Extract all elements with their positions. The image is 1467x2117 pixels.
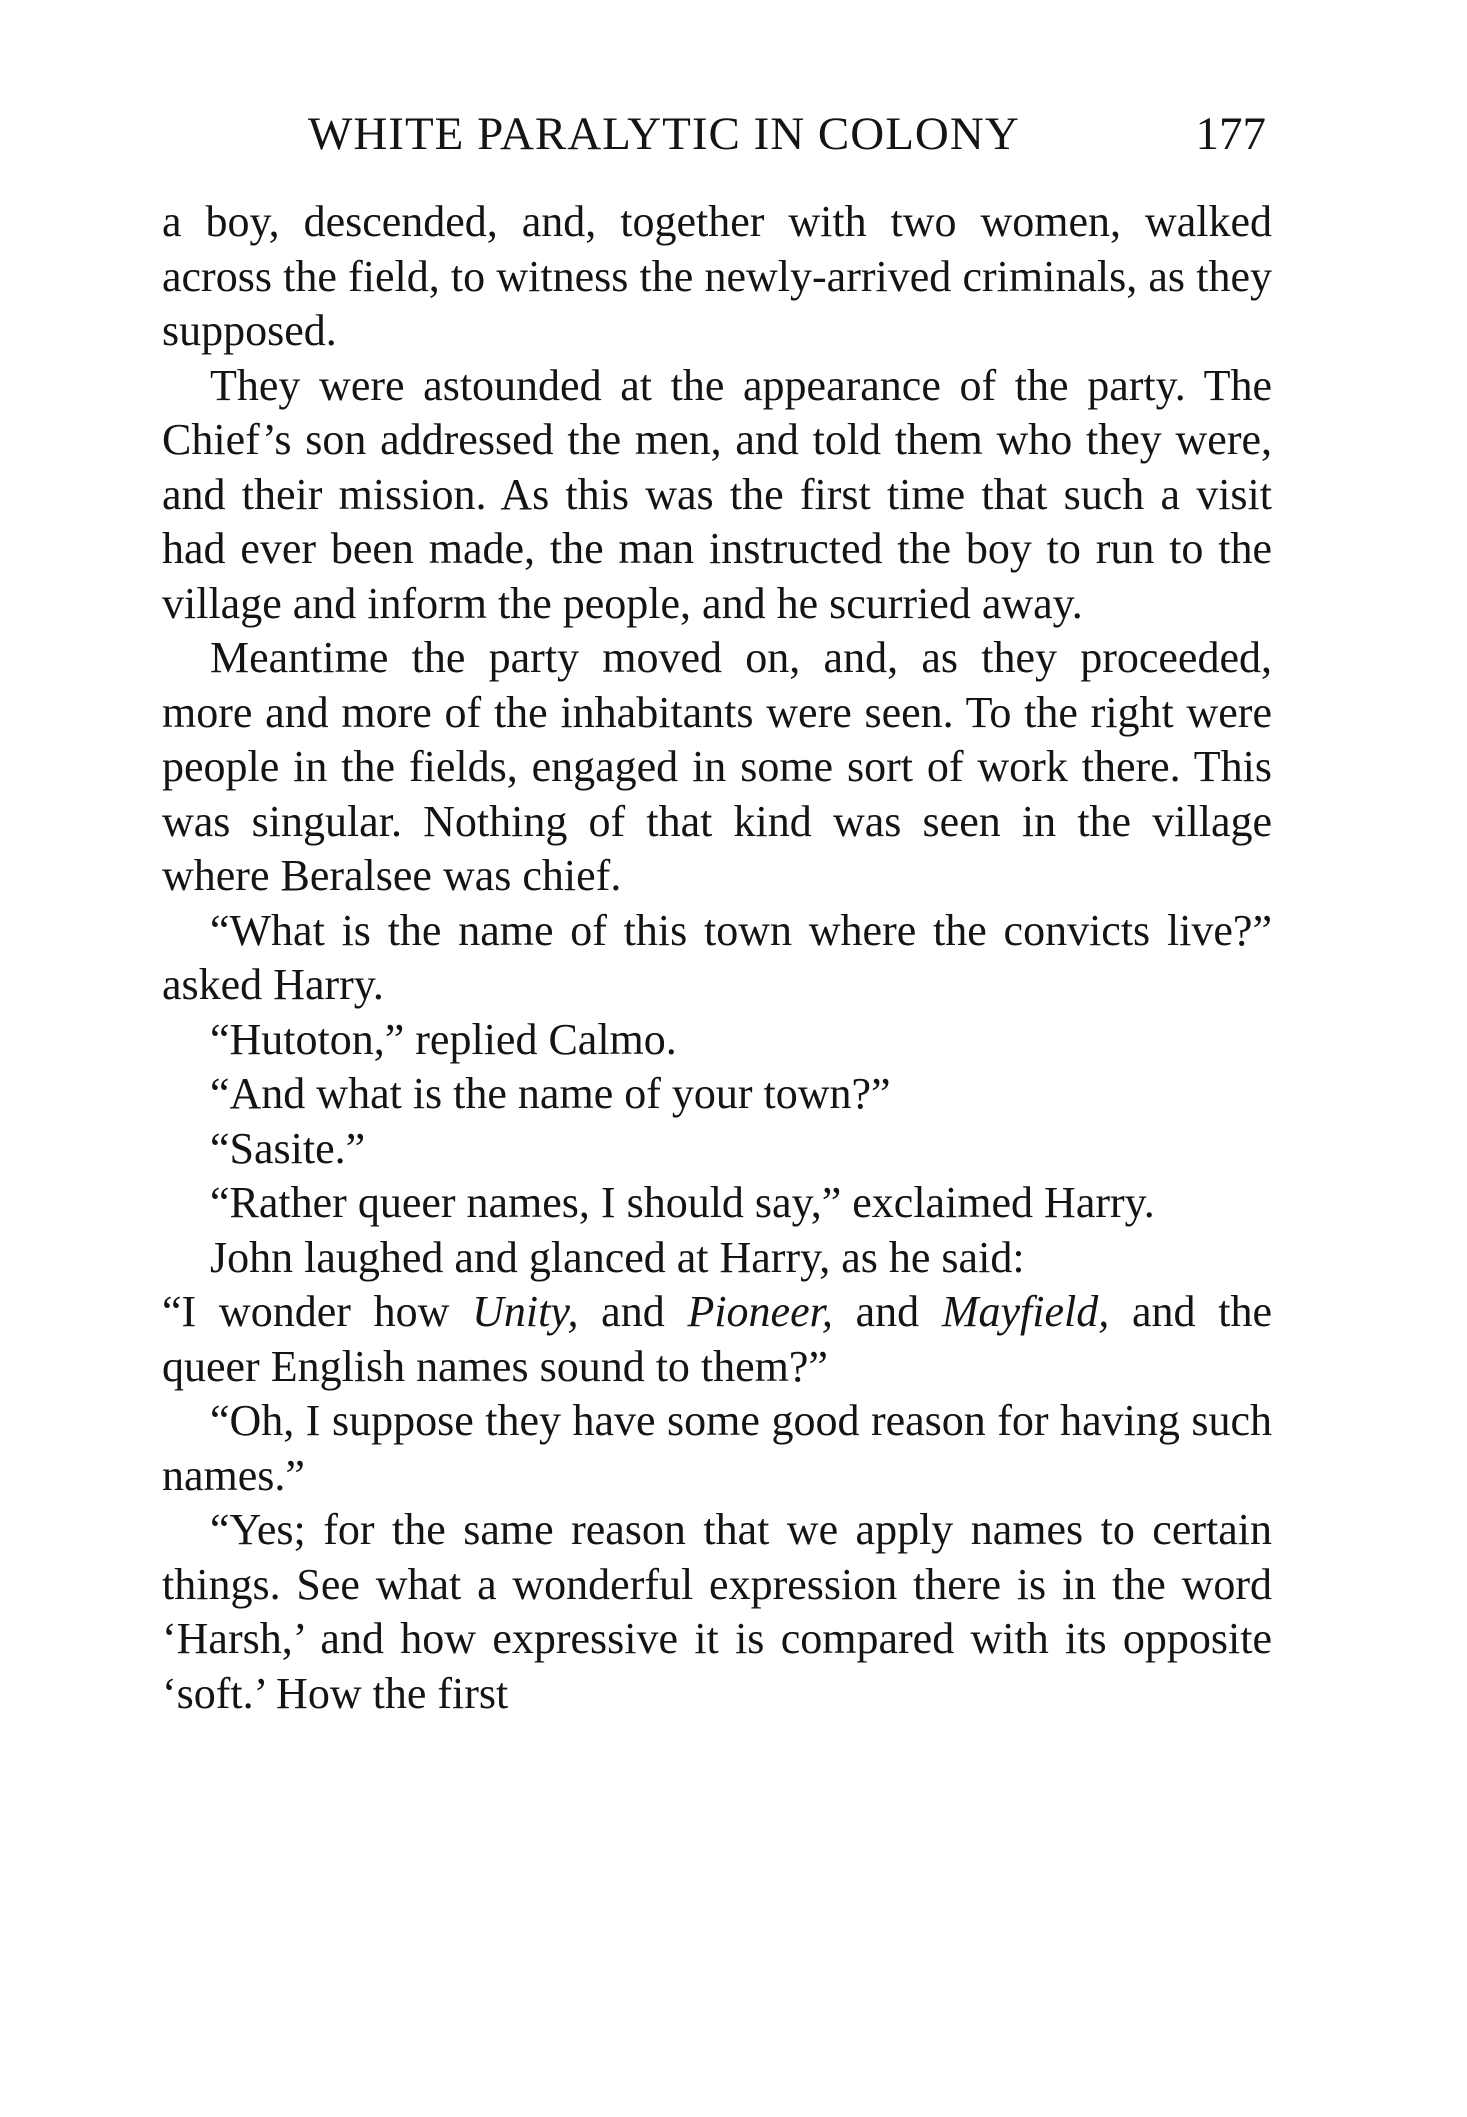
quote-mid-1: and (578, 1287, 688, 1336)
paragraph-11: “Oh, I suppose they have some good reason for having such names.” (162, 1396, 1272, 1500)
town-name-pioneer: Pioneer, (687, 1287, 833, 1336)
paragraph-12: “Yes; for the same reason that we apply names to certain things. See what a wonderful expression there is in the word ‘Harsh,’ and how expressive it is compared with its opposite ‘soft.’ How the first (162, 1505, 1272, 1718)
paragraph-2: They were astounded at the appearance of the party. The Chief’s son addressed the men, and told them who they were, and their mission. As this was the first time that such a visit had ever been made, the man instructed the boy to run to the village and inform the people, and he scurried away. (162, 360, 1272, 628)
paragraph-6: “And what is the name of your town?” (210, 1069, 891, 1118)
paragraph-7: “Sasite.” (210, 1123, 366, 1173)
town-name-unity: Unity, (472, 1287, 579, 1336)
town-name-mayfield: Mayfield, (941, 1287, 1110, 1336)
running-head (308, 104, 1266, 164)
paragraph-4: “What is the name of this town where the convicts live?” asked Harry. (162, 905, 1272, 1009)
quote-before: “I wonder how (162, 1287, 473, 1336)
running-title: WHITE PARALYTIC IN COLONY (308, 108, 1020, 160)
paragraph-3: Meantime the party moved on, and, as they proceeded, more and more of the inhabitants were seen. To the right were people in the fields, engaged in some sort of work there. This was singular. Nothing of that kind was seen in the village where Beralsee was chief. (162, 633, 1272, 900)
paragraph-1: a boy, descended, and, together with two women, walked across the field, to witness the newly-arrived criminals, as they supposed. (162, 197, 1272, 355)
quote-mid-2: and (832, 1287, 942, 1336)
paragraph-10 (162, 1285, 1272, 1394)
paragraph-9: John laughed and glanced at Harry, as he said: (210, 1232, 1025, 1282)
paragraph-5: “Hutoton,” replied Calmo. (210, 1014, 677, 1064)
paragraph-8: “Rather queer names, I should say,” exclaimed Harry. (210, 1178, 1155, 1227)
body-text (162, 195, 1272, 1721)
quote-after: and the queer English names sound to them?” (162, 1287, 1272, 1391)
page-number: 177 (1195, 108, 1266, 160)
